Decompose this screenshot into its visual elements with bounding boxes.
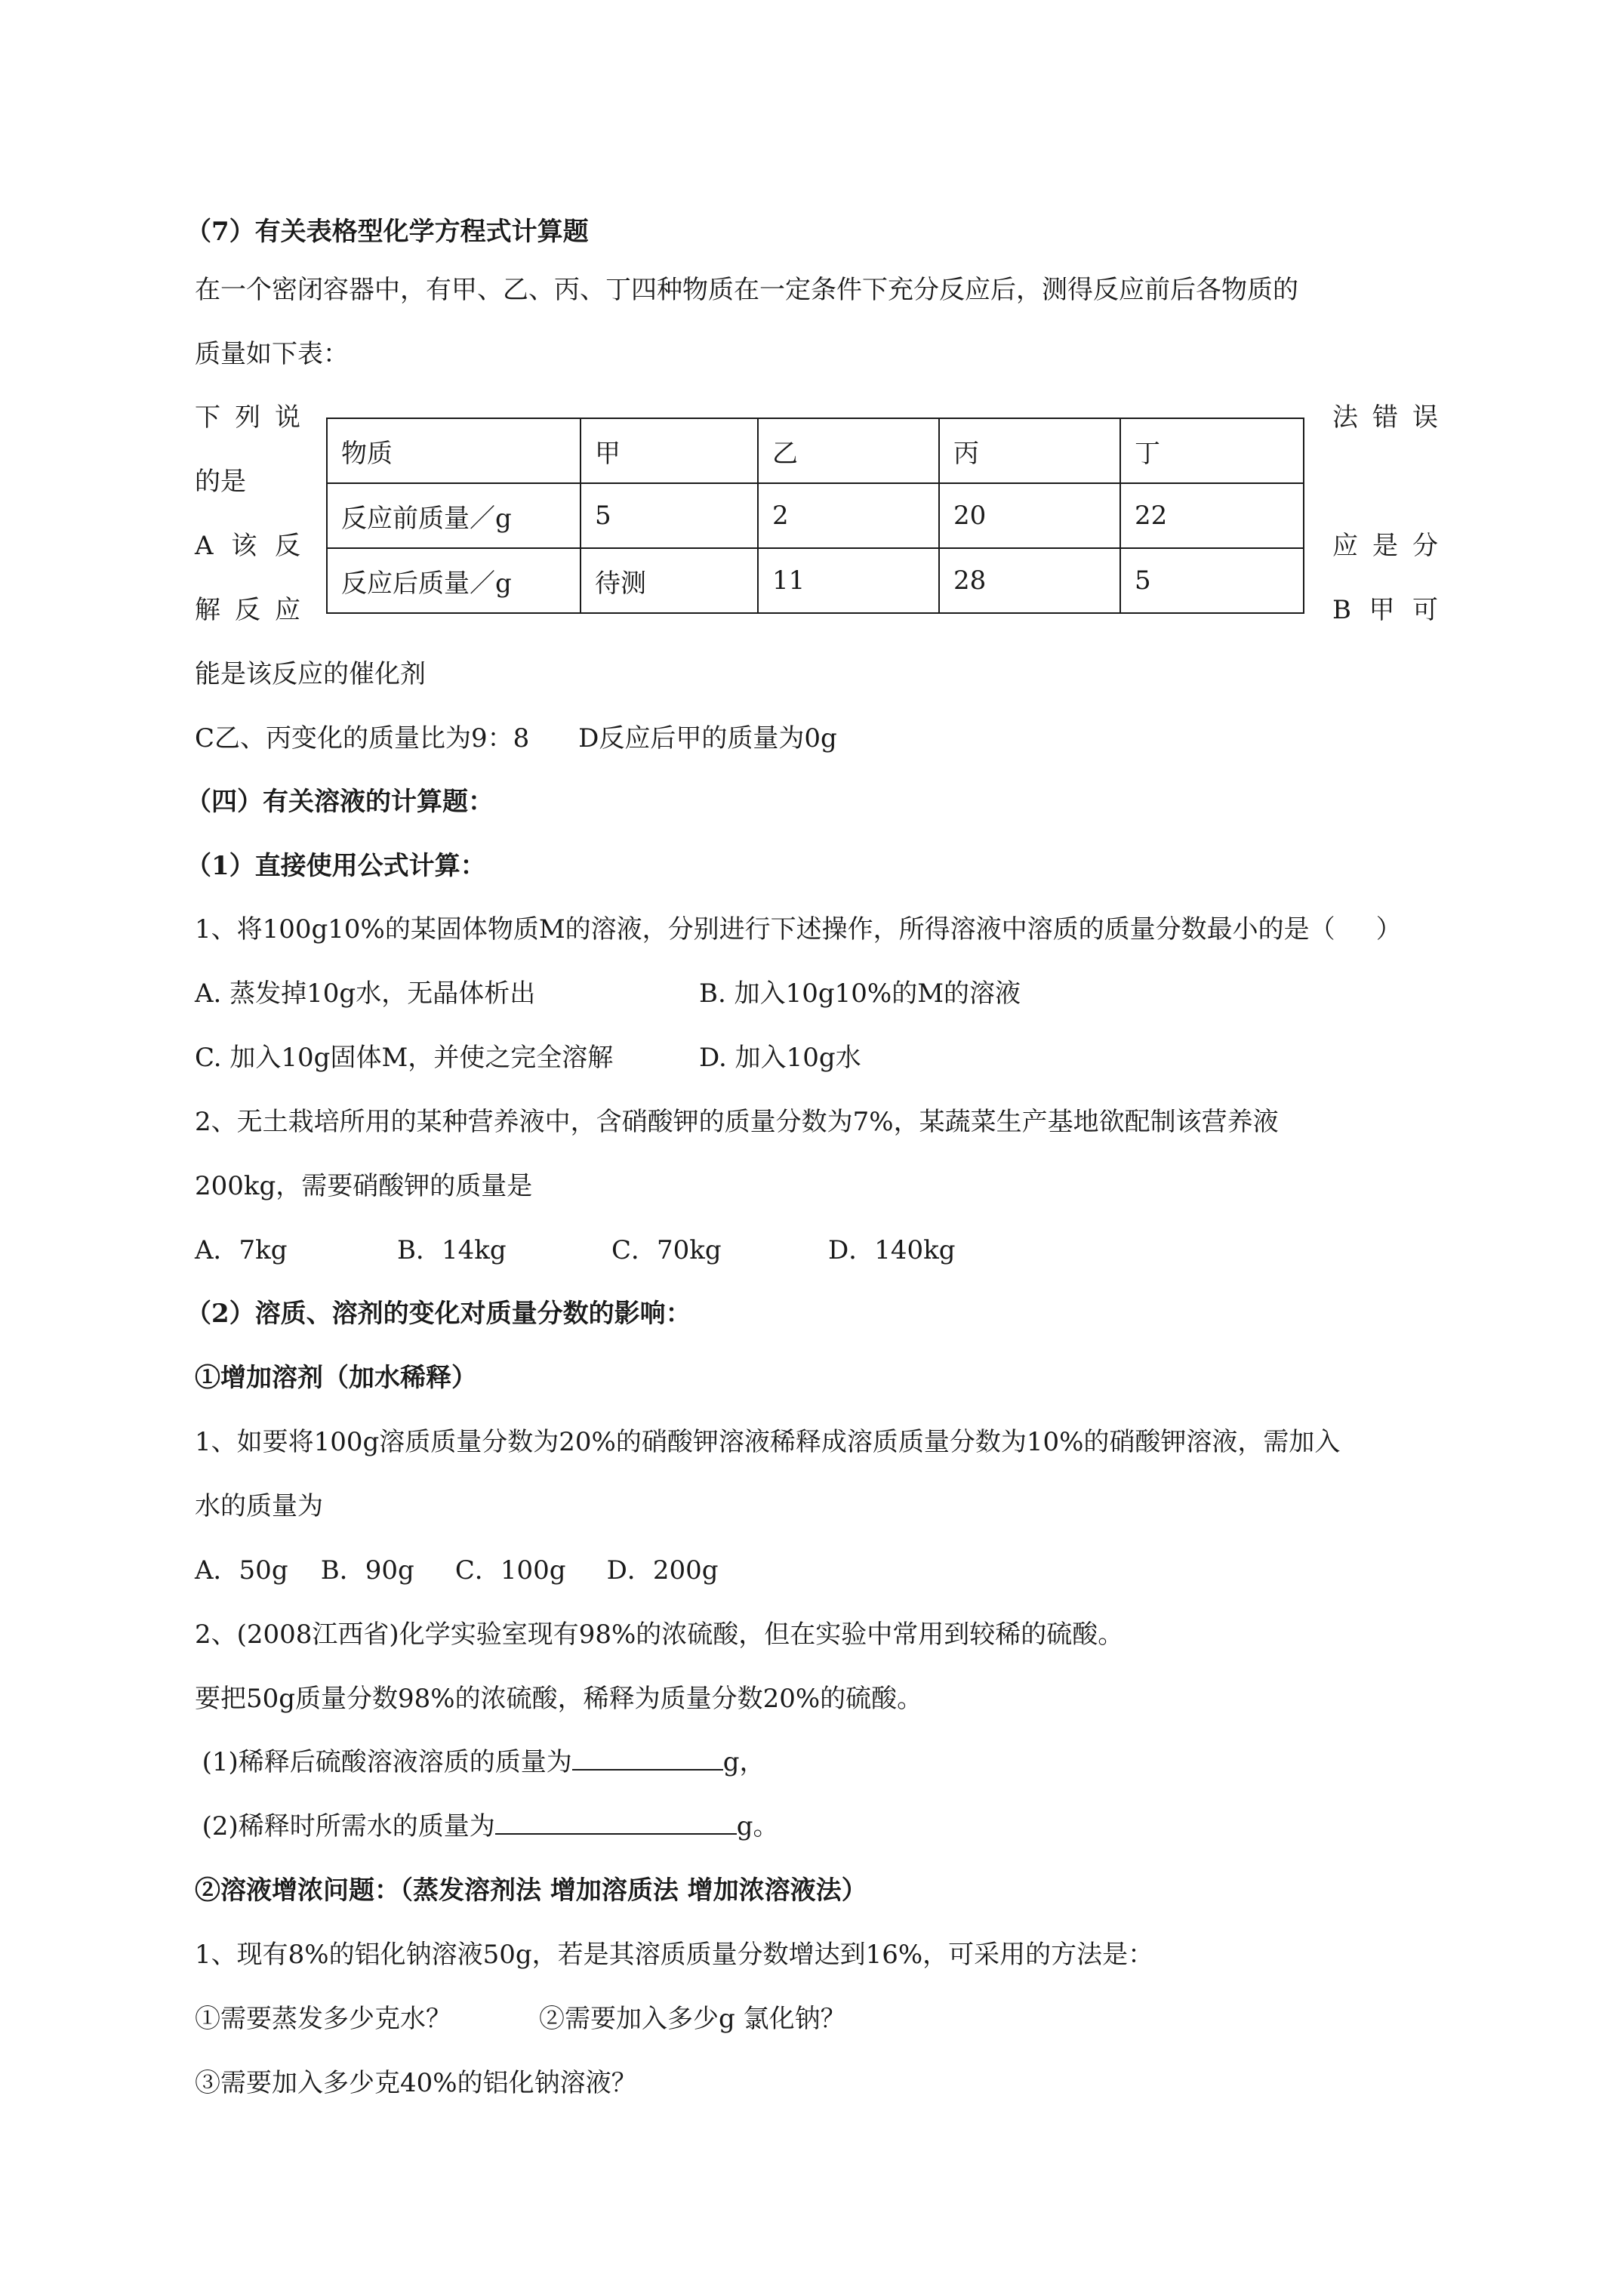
subsection-1-heading: （1）直接使用公式计算： — [186, 851, 486, 881]
subsection-2-1-heading: ①增加溶剂（加水稀释） — [195, 1363, 477, 1393]
question-2-line-1: 2、无土栽培所用的某种营养液中，含硝酸钾的质量分数为7%，某蔬菜生产基地欲配制该营养液 — [195, 1107, 1279, 1137]
table-row — [327, 548, 1304, 613]
question-5-item-2: ②需要加入多少g 氯化钠？ — [539, 2004, 846, 2034]
section-4-heading: （四）有关溶液的计算题： — [186, 787, 494, 817]
question-3-line-1: 1、如要将100g溶质质量分数为20%的硝酸钾溶液稀释成溶质质量分数为10%的硝酸钾溶液，需加入 — [195, 1427, 1341, 1457]
question-2-option-a: A．7kg — [195, 1235, 288, 1265]
answer-blank-1[interactable] — [572, 1743, 723, 1771]
wrap-right-line-3: 应 是 分 — [1332, 531, 1438, 561]
question-1-option-b: B. 加入10g10%的M的溶液 — [699, 978, 1021, 1009]
table-cell: 11 — [758, 548, 939, 613]
table-cell: 待测 — [581, 548, 758, 613]
question-1: 1、将100g10%的某固体物质M的溶液，分别进行下述操作，所得溶液中溶质的质量分数最小的是（ ） — [195, 914, 1402, 945]
wrap-right-line-1: 法 错 误 — [1332, 402, 1438, 433]
question-4-part-1: (1)稀释后硫酸溶液溶质的质量为 g， — [186, 1743, 765, 1781]
section-7-heading: （7）有关表格型化学方程式计算题 — [186, 217, 589, 247]
section-7-continuation: 能是该反应的催化剂 — [195, 659, 426, 689]
answer-blank-2[interactable] — [495, 1808, 737, 1835]
table-header-cell: 丁 — [1120, 418, 1304, 483]
wrap-left-line-4: 解 反 应 — [195, 595, 300, 625]
subsection-2-heading: （2）溶质、溶剂的变化对质量分数的影响： — [186, 1299, 691, 1329]
question-5-item-1: ①需要蒸发多少克水？ — [195, 2004, 451, 2034]
question-3-line-2: 水的质量为 — [195, 1491, 323, 1521]
table-header-cell: 甲 — [581, 418, 758, 483]
wrap-left-line-3: A 该 反 — [195, 531, 300, 561]
table-cell: 5 — [1120, 548, 1304, 613]
mass-table — [326, 418, 1304, 614]
question-1-option-d: D. 加入10g水 — [699, 1043, 861, 1073]
wrap-right-line-4: B 甲 可 — [1332, 595, 1438, 625]
table-header-cell: 丙 — [939, 418, 1120, 483]
section-7-intro-line-1: 在一个密闭容器中，有甲、乙、丙、丁四种物质在一定条件下充分反应后，测得反应前后各物质的 — [195, 275, 1298, 305]
section-7-options: C乙、丙变化的质量比为9：8 D反应后甲的质量为0g — [195, 723, 837, 754]
question-2-line-2: 200kg，需要硝酸钾的质量是 — [195, 1171, 533, 1201]
table-cell: 反应后质量／g — [327, 548, 581, 613]
question-4-line-1: 2、(2008江西省)化学实验室现有98%的浓硫酸，但在实验中常用到较稀的硫酸。 — [195, 1620, 1124, 1650]
question-2-option-c: C．70kg — [611, 1235, 722, 1265]
question-5: 1、现有8%的铝化钠溶液50g，若是其溶质质量分数增达到16%，可采用的方法是： — [195, 1940, 1154, 1970]
table-cell: 反应前质量／g — [327, 483, 581, 548]
question-5-item-3: ③需要加入多少克40%的铝化钠溶液？ — [195, 2068, 637, 2098]
table-cell: 28 — [939, 548, 1120, 613]
table-cell: 5 — [581, 483, 758, 548]
table-row — [327, 483, 1304, 548]
table-header-cell: 物质 — [327, 418, 581, 483]
section-7-intro-line-2: 质量如下表： — [195, 339, 349, 369]
table-header-cell: 乙 — [758, 418, 939, 483]
wrap-left-line-1: 下 列 说 — [195, 402, 300, 433]
table-cell: 2 — [758, 483, 939, 548]
question-1-option-c: C. 加入10g固体M，并使之完全溶解 — [195, 1043, 614, 1073]
question-2-option-d: D．140kg — [828, 1235, 956, 1265]
table-cell: 22 — [1120, 483, 1304, 548]
question-1-option-a: A. 蒸发掉10g水，无晶体析出 — [195, 978, 536, 1009]
subsection-2-2-heading: ②溶液增浓问题：（蒸发溶剂法 增加溶质法 增加浓溶液法） — [195, 1875, 867, 1906]
wrap-left-line-2: 的是 — [195, 467, 246, 497]
question-4-part-2: (2)稀释时所需水的质量为 g。 — [186, 1808, 779, 1845]
question-3-options: A．50g B．90g C．100g D．200g — [195, 1555, 719, 1586]
table-cell: 20 — [939, 483, 1120, 548]
question-4-line-2: 要把50g质量分数98%的浓硫酸，稀释为质量分数20%的硫酸。 — [195, 1684, 923, 1714]
question-2-option-b: B．14kg — [397, 1235, 507, 1265]
table-header-row — [327, 418, 1304, 483]
